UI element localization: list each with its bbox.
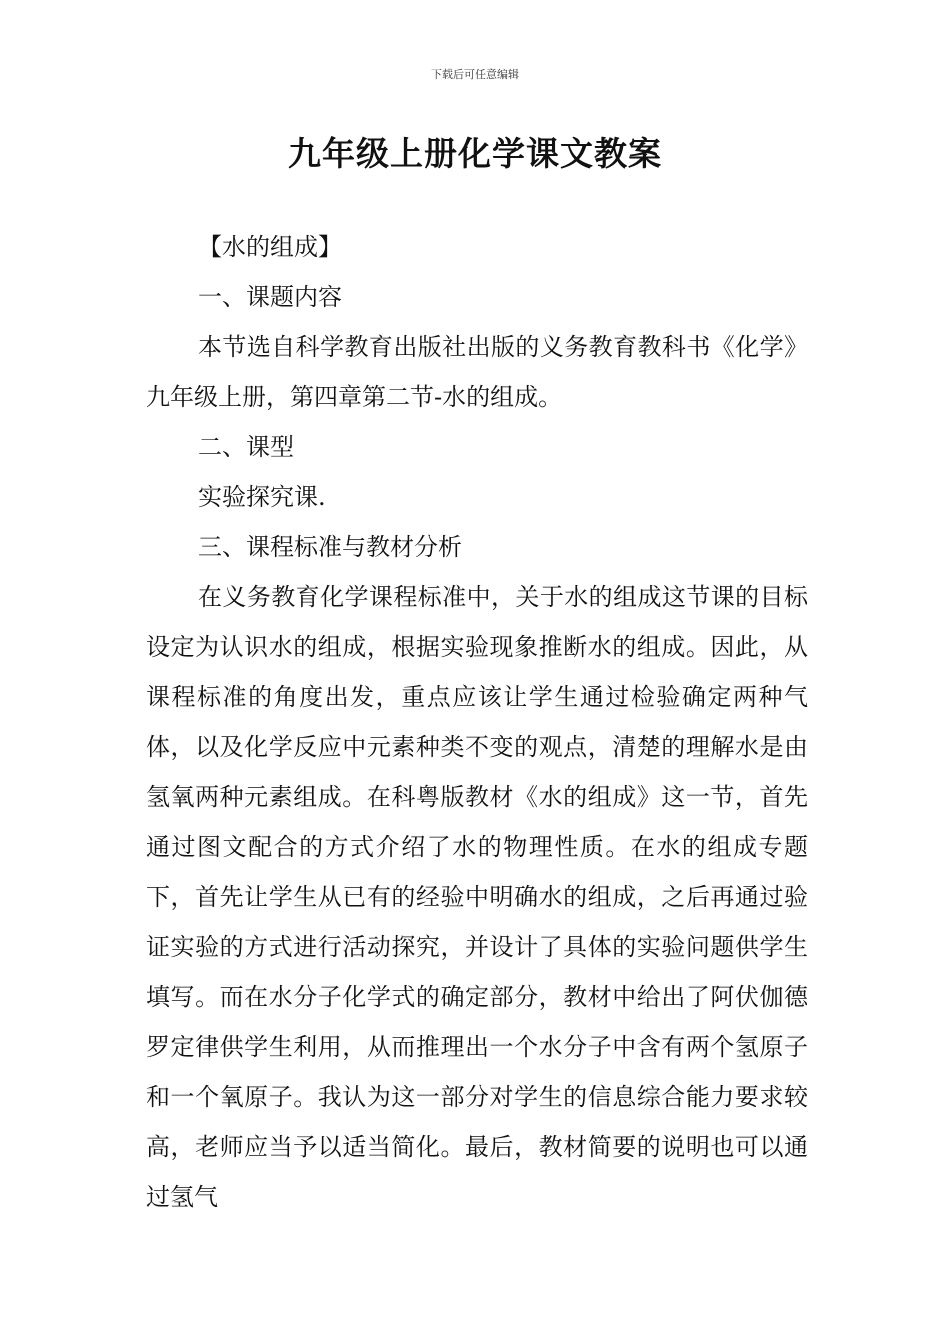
section-heading-composition: 【水的组成】 [198, 233, 342, 261]
document-body [146, 222, 808, 1222]
section-heading-standards: 三、课程标准与教材分析 [198, 533, 462, 561]
header-note: 下载后可任意编辑 [431, 68, 519, 81]
paragraph-topic-content: 本节选自科学教育出版社出版的义务教育教科书《化学》九年级上册，第四章第二节-水的组成。 [146, 333, 808, 411]
section-heading-topic: 一、课题内容 [198, 283, 342, 311]
paragraph-standards-analysis: 在义务教育化学课程标准中，关于水的组成这节课的目标设定为认识水的组成，根据实验现象推断水的组成。因此，从课程标准的角度出发，重点应该让学生通过检验确定两种气体，以及化学反应中元素种类不变的观点，清楚的理解水是由氢氧两种元素组成。在科粤版教材《水的组成》这一节，首先通过图文配合的方式介绍了水的物理性质。在水的组成专题下，首先让学生从已有的经验中明确水的组成，之后再通过验证实验的方式进行活动探究，并设计了具体的实验问题供学生填写。而在水分子化学式的确定部分，教材中给出了阿伏伽德罗定律供学生利用，从而推理出一个水分子中含有两个氢原子和一个氧原子。我认为这一部分对学生的信息综合能力要求较高，老师应当予以适当简化。最后，教材简要的说明也可以通过氢气 [146, 583, 808, 1211]
paragraph-lesson-type: 实验探究课. [198, 483, 326, 511]
document-title: 九年级上册化学课文教案 [288, 134, 662, 173]
section-heading-lesson-type: 二、课型 [198, 433, 294, 461]
